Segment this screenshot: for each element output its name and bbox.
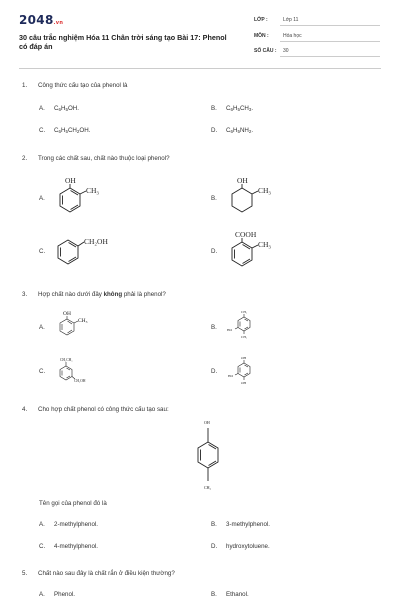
option-answer-d[interactable]: hydroxytoluene. <box>226 543 270 550</box>
question-number: 5. <box>22 570 28 577</box>
question-text: Trong các chất sau, chất nào thuộc loại phenol? <box>38 155 170 162</box>
question-text: Cho hợp chất phenol có công thức cấu tạo sau: <box>38 406 169 413</box>
option-label: D. <box>211 368 218 375</box>
group-label: CH₃ <box>241 310 248 314</box>
option-formula-b[interactable]: $C_6H_5CH_3$. <box>226 105 254 112</box>
group-label: OH <box>63 311 71 317</box>
question-number: 3. <box>22 291 28 298</box>
option-label: A. <box>39 324 45 331</box>
option-label: D. <box>211 127 218 134</box>
logo-sub: .vn <box>53 20 64 26</box>
option-label: B. <box>211 195 217 202</box>
option-answer-b[interactable]: 3-methylphenol. <box>226 521 271 528</box>
group-label: CH₂OH <box>84 237 108 246</box>
structure-dimethylphenol[interactable] <box>224 304 264 348</box>
site-logo[interactable] <box>19 13 63 27</box>
option-label: C. <box>39 368 46 375</box>
group-label: CH₃ <box>258 240 272 249</box>
structure-benzenetriol[interactable] <box>224 350 264 394</box>
question-text: Hợp chất nào dưới đây không phải là phenol? <box>38 291 166 298</box>
meta-value-count: 30 <box>283 48 289 54</box>
question-number: 2. <box>22 155 28 162</box>
structure-benzyl-alcohol[interactable] <box>50 232 130 268</box>
meta-value-subject: Hóa học <box>283 33 302 39</box>
option-label: B. <box>211 105 217 112</box>
group-label: OH <box>204 420 210 425</box>
document-title: 30 câu trắc nghiệm Hóa 11 Chân trời sáng tạo Bài 17: Phenol có đáp án <box>19 33 227 51</box>
question-text: Chất nào sau đây là chất rắn ở điều kiện thường? <box>38 570 175 577</box>
group-label: CH₃ <box>204 485 211 490</box>
group-label: OH <box>65 176 76 185</box>
group-label: CH₃ <box>241 335 248 339</box>
structure-cyclohexanol[interactable] <box>222 174 292 222</box>
logo-main: 2048 <box>19 13 54 27</box>
group-label: COOH <box>235 230 257 239</box>
option-formula-a[interactable]: $C_6H_5OH$. <box>54 105 79 112</box>
structure-p-cresol <box>188 418 228 496</box>
option-answer-a[interactable]: Phenol. <box>54 591 75 598</box>
option-answer-a[interactable]: 2-methylphenol. <box>54 521 99 528</box>
option-label: B. <box>211 521 217 528</box>
option-formula-c[interactable]: $C_6H_5CH_2OH$. <box>54 127 91 134</box>
group-label: CH₃ <box>258 186 272 195</box>
question-subtext: Tên gọi của phenol đó là <box>39 500 107 507</box>
group-label: HO <box>228 374 234 378</box>
meta-value-class: Lớp 11 <box>283 17 299 23</box>
group-label: OH <box>241 356 247 360</box>
meta-divider <box>280 25 380 26</box>
question-number: 4. <box>22 406 28 413</box>
group-label: CH₃ <box>86 186 100 195</box>
option-label: D. <box>211 248 218 255</box>
option-label: A. <box>39 105 45 112</box>
option-label: B. <box>211 591 217 598</box>
structure-o-cresol[interactable] <box>52 308 102 344</box>
option-label: A. <box>39 591 45 598</box>
group-label: OH <box>241 381 247 385</box>
structure-methylbenzoic-acid[interactable] <box>222 228 292 272</box>
meta-label-subject: MÔN : <box>254 33 269 39</box>
option-label: D. <box>211 543 218 550</box>
option-label: C. <box>39 248 46 255</box>
option-label: C. <box>39 127 46 134</box>
option-label: B. <box>211 324 217 331</box>
group-label: OH <box>237 176 248 185</box>
option-answer-c[interactable]: 4-methylphenol. <box>54 543 99 550</box>
meta-label-class: LỚP : <box>254 17 268 23</box>
group-label: CH₂OH <box>74 379 86 383</box>
group-label: HO <box>227 328 233 332</box>
group-label: CH₃ <box>78 318 88 324</box>
option-answer-b[interactable]: Ethanol. <box>226 591 249 598</box>
header-divider <box>19 68 381 69</box>
option-formula-d[interactable]: $C_6H_5NH_2$. <box>226 127 254 134</box>
option-label: C. <box>39 543 46 550</box>
structure-2-methylphenol[interactable] <box>50 174 120 222</box>
structure-ethylbenzyl-alcohol[interactable] <box>52 352 102 388</box>
question-text: Công thức cấu tạo của phenol là <box>38 82 128 89</box>
option-label: A. <box>39 521 45 528</box>
meta-divider <box>280 56 380 57</box>
meta-divider <box>280 41 380 42</box>
meta-label-count: SỐ CÂU : <box>254 48 277 54</box>
option-label: A. <box>39 195 45 202</box>
group-label: CH₂CH₃ <box>60 358 73 362</box>
question-number: 1. <box>22 82 28 89</box>
